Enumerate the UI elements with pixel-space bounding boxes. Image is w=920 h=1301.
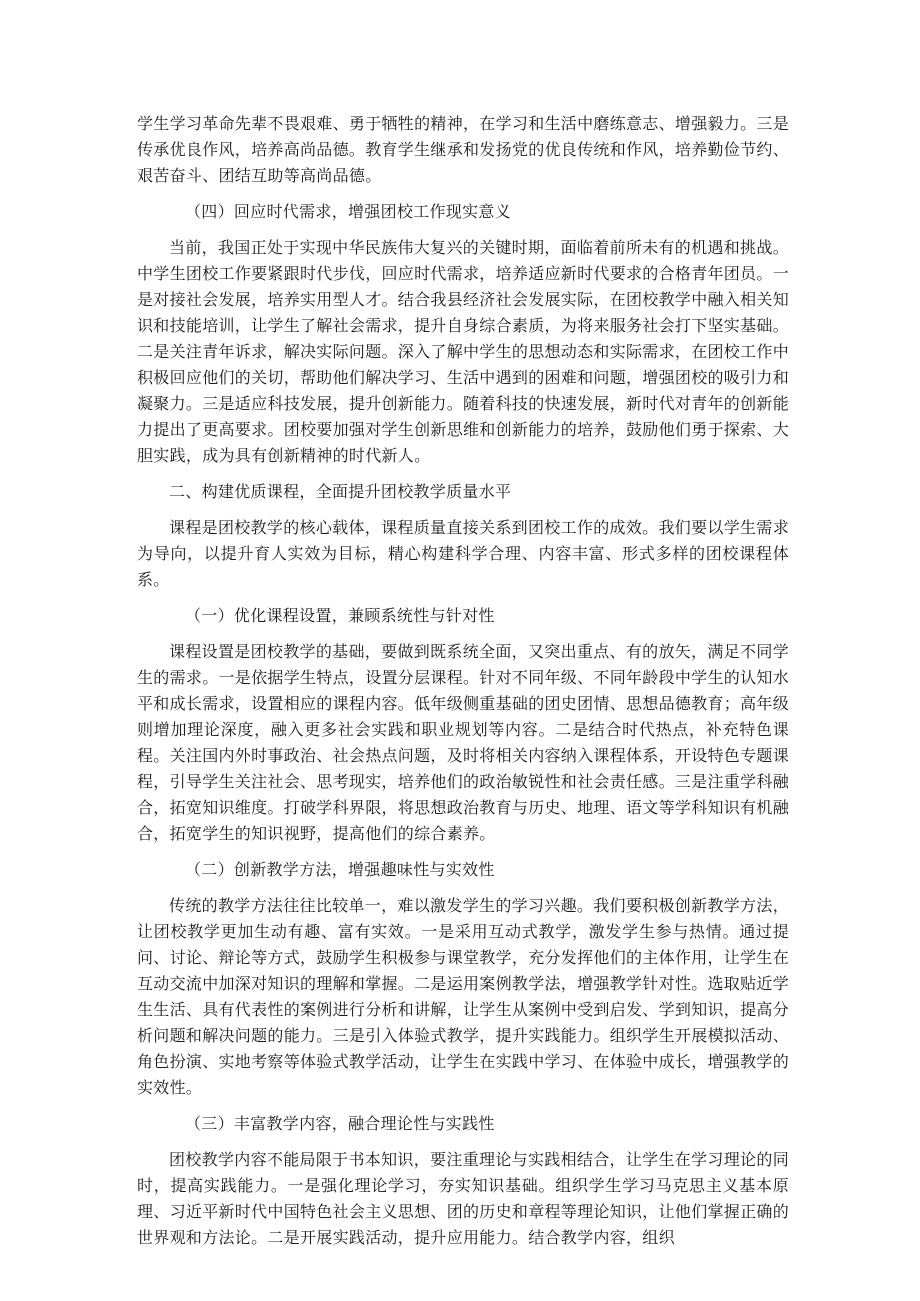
paragraph-teaching-content: 团校教学内容不能局限于书本知识，要注重理论与实践相结合，让学生在学习理论的同时，提高实践能力。一是强化理论学习，夯实知识基础。组织学生学习马克思主义基本原理、习近平新时代中国特色社会主义思想、团的历史和章程等理论知识，让他们掌握正确的世界观和方法论。二是开展实践活动，提升应用能力。结合教学内容，组织 — [137, 1150, 790, 1247]
paragraph-era-demands: 当前，我国正处于实现中华民族伟大复兴的关键时期，面临着前所未有的机遇和挑战。中学生团校工作要紧跟时代步伐，回应时代需求，培养适应新时代要求的合格青年团员。一是对接社会发展，培养实用型人才。结合我县经济社会发展实际，在团校教学中融入相关知识和技能培训，让学生了解社会需求，提升自身综合素质，为将来服务社会打下坚实基础。二是关注青年诉求，解决实际问题。深入了解中学生的思想动态和实际需求，在团校工作中积极回应他们的关切，帮助他们解决学习、生活中遇到的困难和问题，增强团校的吸引力和凝聚力。三是适应科技发展，提升创新能力。随着科技的快速发展，新时代对青年的创新能力提出了更高要求。团校要加强对学生创新思维和创新能力的培养，鼓励他们勇于探索、大胆实践，成为具有创新精神的时代新人。 — [137, 238, 790, 465]
section-heading-1: （一）优化课程设置，兼顾系统性与针对性 — [185, 606, 495, 625]
paragraph-curriculum-intro: 课程是团校教学的核心载体，课程质量直接关系到团校工作的成效。我们要以学生需求为导向，以提升育人实效为目标，精心构建科学合理、内容丰富、形式多样的团校课程体系。 — [137, 518, 789, 589]
document-body — [137, 111, 789, 1261]
chapter-heading-2: 二、构建优质课程，全面提升团校教学质量水平 — [169, 482, 512, 501]
paragraph-course-setting: 课程设置是团校教学的基础，要做到既系统全面，又突出重点、有的放矢，满足不同学生的需求。一是依据学生特点，设置分层课程。针对不同年级、不同年龄段中学生的认知水平和成长需求，设置相应的课程内容。低年级侧重基础的团史团情、思想品德教育；高年级则增加理论深度，融入更多社会实践和职业规划等内容。二是结合时代热点，补充特色课程。关注国内外时事政治、社会热点问题，及时将相关内容纳入课程体系，开设特色专题课程，引导学生关注社会、思考现实，培养他们的政治敏锐性和社会责任感。三是注重学科融合，拓宽知识维度。打破学科界限，将思想政治教育与历史、地理、语文等学科知识有机融合，拓宽学生的知识视野，提高他们的综合素养。 — [137, 642, 790, 843]
section-heading-4: （四）回应时代需求，增强团校工作现实意义 — [185, 202, 512, 221]
paragraph-teaching-methods: 传统的教学方法往往比较单一，难以激发学生的学习兴趣。我们要积极创新教学方法，让团校教学更加生动有趣、富有实效。一是采用互动式教学，激发学生参与热情。通过提问、讨论、辩论等方式，鼓励学生积极参与课堂教学，充分发挥他们的主体作用，让学生在互动交流中加深对知识的理解和掌握。二是运用案例教学法，增强教学针对性。选取贴近学生生活、具有代表性的案例进行分析和讲解，让学生从案例中受到启发、学到知识，提高分析问题和解决问题的能力。三是引入体验式教学，提升实践能力。组织学生开展模拟活动、角色扮演、实地考察等体验式教学活动，让学生在实践中学习、在体验中成长，增强教学的实效性。 — [137, 896, 790, 1097]
section-heading-3: （三）丰富教学内容，融合理论性与实践性 — [185, 1114, 495, 1133]
paragraph-continuation: 学生学习革命先辈不畏艰难、勇于牺牲的精神，在学习和生活中磨练意志、增强毅力。三是传承优良作风，培养高尚品德。教育学生继承和发扬党的优良传统和作风，培养勤俭节约、艰苦奋斗、团结互助等高尚品德。 — [137, 114, 790, 185]
section-heading-2: （二）创新教学方法，增强趣味性与实效性 — [185, 860, 495, 879]
